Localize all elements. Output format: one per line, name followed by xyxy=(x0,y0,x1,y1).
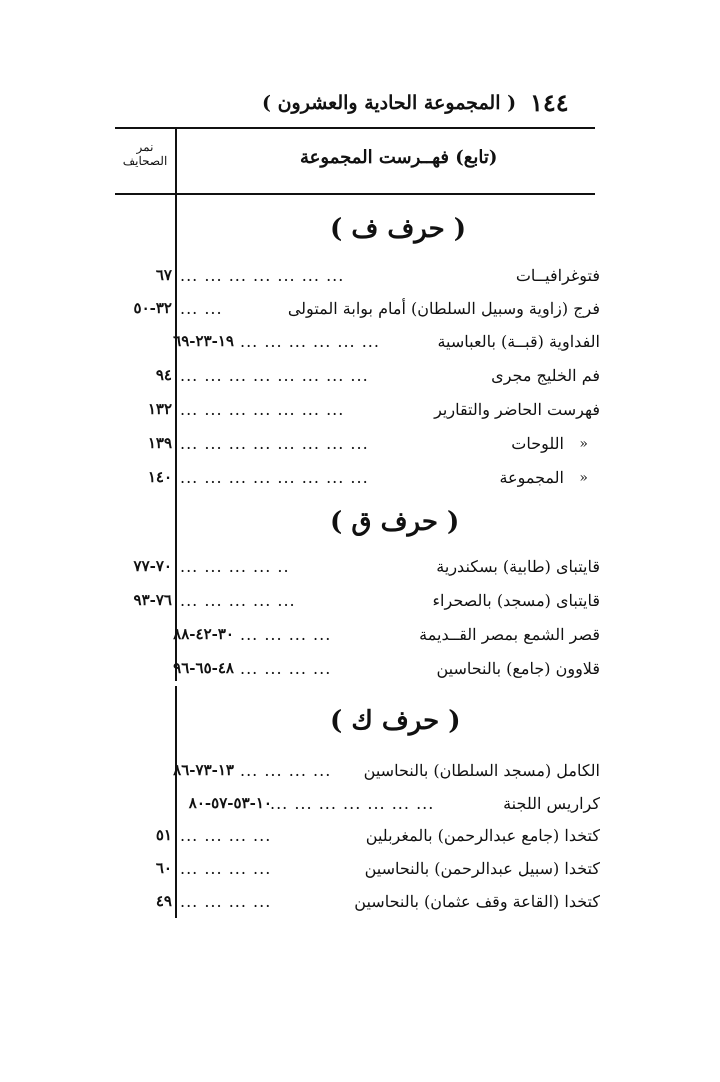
leader-dots: ... ... ... ... xyxy=(240,761,332,780)
ditto-mark: » xyxy=(579,436,588,452)
leader-dots: ... ... ... ... xyxy=(240,659,332,678)
leader-dots: ... ... ... ... xyxy=(180,859,272,878)
entry-text: كتخدا (القاعة وقف عثمان) بالنحاسين xyxy=(354,892,600,911)
leader-dots: ... ... ... ... xyxy=(180,826,272,845)
entry-text: الكامل (مسجد السلطان) بالنحاسين xyxy=(363,761,600,780)
entry-text: اللوحات xyxy=(511,434,564,453)
entry-text: كتخدا (جامع عبدالرحمن) بالمغربلين xyxy=(365,826,600,845)
index-entry xyxy=(180,757,600,785)
entry-page-number: ١٣٩ xyxy=(147,434,172,452)
leader-dots: ... ... ... ... ... ... ... xyxy=(180,400,345,419)
entry-text: قلاوون (جامع) بالنحاسين xyxy=(436,659,600,678)
entry-text: كتخدا (سبيل عبدالرحمن) بالنحاسين xyxy=(364,859,600,878)
entry-page-number: ٣٢-٥٠ xyxy=(133,299,172,317)
ditto-mark: » xyxy=(579,470,588,486)
entry-text: فم الخليج مجرى xyxy=(491,366,600,385)
index-entry xyxy=(180,396,600,424)
entry-page-number: ٥١ xyxy=(155,826,172,844)
entry-text: الفداوية (قبــة) بالعباسية xyxy=(437,332,600,351)
entry-page-number: ٧٦-٩٣ xyxy=(133,591,172,609)
index-entry xyxy=(180,430,600,458)
index-entry xyxy=(180,553,600,581)
leader-dots: ... ... ... ... ... ... xyxy=(240,332,380,351)
leader-dots: ... ... ... ... ... xyxy=(180,591,296,610)
entry-page-number: ٩٤ xyxy=(155,366,172,384)
entry-page-number: ٦٠ xyxy=(155,859,172,877)
entry-text: المجموعة xyxy=(499,468,564,487)
entry-page-number: ١٣٢ xyxy=(147,400,172,418)
entry-page-number: ٦٧ xyxy=(155,266,172,284)
index-entry xyxy=(180,888,600,916)
leader-dots: ... ... xyxy=(180,299,223,318)
entry-page-number: ١٣-٧٣-٨٦ xyxy=(173,761,234,779)
entry-text: كراريس اللجنة xyxy=(503,794,600,813)
index-entry xyxy=(180,362,600,390)
entry-page-number: ١٤٠ xyxy=(147,468,172,486)
entry-text: فتوغرافيــات xyxy=(515,266,600,285)
leader-dots: ... ... ... ... xyxy=(240,625,332,644)
leader-dots: ... ... ... ... ... ... ... ... xyxy=(180,468,369,487)
index-header-rule xyxy=(115,193,595,195)
entry-page-number: ٧٠-٧٧ xyxy=(133,557,172,575)
index-entry xyxy=(180,855,600,883)
page-numbers-column-label: نمر الصحايف xyxy=(122,140,168,168)
index-entry xyxy=(180,587,600,615)
leader-dots: ... ... ... ... ... ... ... xyxy=(180,266,345,285)
entry-page-number: ٤٩ xyxy=(155,892,172,910)
index-entry xyxy=(180,621,600,649)
index-entry xyxy=(180,464,600,492)
leader-dots: ... ... ... ... ... ... ... ... xyxy=(180,434,369,453)
section-heading: ( حرف ك ) xyxy=(330,706,461,736)
index-entry xyxy=(180,655,600,683)
index-entry xyxy=(180,822,600,850)
index-title: (تابع) فهــرست المجموعة xyxy=(300,147,498,168)
entry-page-number: ٤٨-٦٥-٩٦ xyxy=(173,659,234,677)
index-entry xyxy=(180,262,600,290)
entry-text: قايتباى (طابية) بسكندرية xyxy=(436,557,600,576)
entry-page-number: ١٠-٥٣-٥٧-٨٠ xyxy=(188,794,272,812)
column-divider-upper xyxy=(175,129,177,681)
section-heading: ( حرف ق ) xyxy=(330,507,460,537)
page-number: ١٤٤ xyxy=(530,88,569,117)
leader-dots: ... ... ... ... xyxy=(180,892,272,911)
leader-dots: ... ... ... ... .. xyxy=(180,557,290,576)
entry-text: فهرست الحاضر والتقارير xyxy=(434,400,600,419)
index-entry xyxy=(180,295,600,323)
leader-dots: ... ... ... ... ... ... ... ... xyxy=(180,366,369,385)
index-entry xyxy=(180,328,600,356)
header-rule xyxy=(115,127,595,129)
entry-page-number: ١٩-٢٣-٦٩ xyxy=(173,332,234,350)
entry-page-number: ٣٠-٤٢-٨٨ xyxy=(173,625,234,643)
running-title: ( المجموعة الحادية والعشرون ) xyxy=(262,92,517,114)
entry-text: قصر الشمع بمصر القــديمة xyxy=(419,625,600,644)
entry-text: فرج (زاوية وسبيل السلطان) أمام بوابة المتولى xyxy=(287,299,600,318)
section-heading: ( حرف ف ) xyxy=(330,214,467,244)
leader-dots: ... ... ... ... ... ... ... xyxy=(270,794,435,813)
entry-text: قايتباى (مسجد) بالصحراء xyxy=(432,591,600,610)
